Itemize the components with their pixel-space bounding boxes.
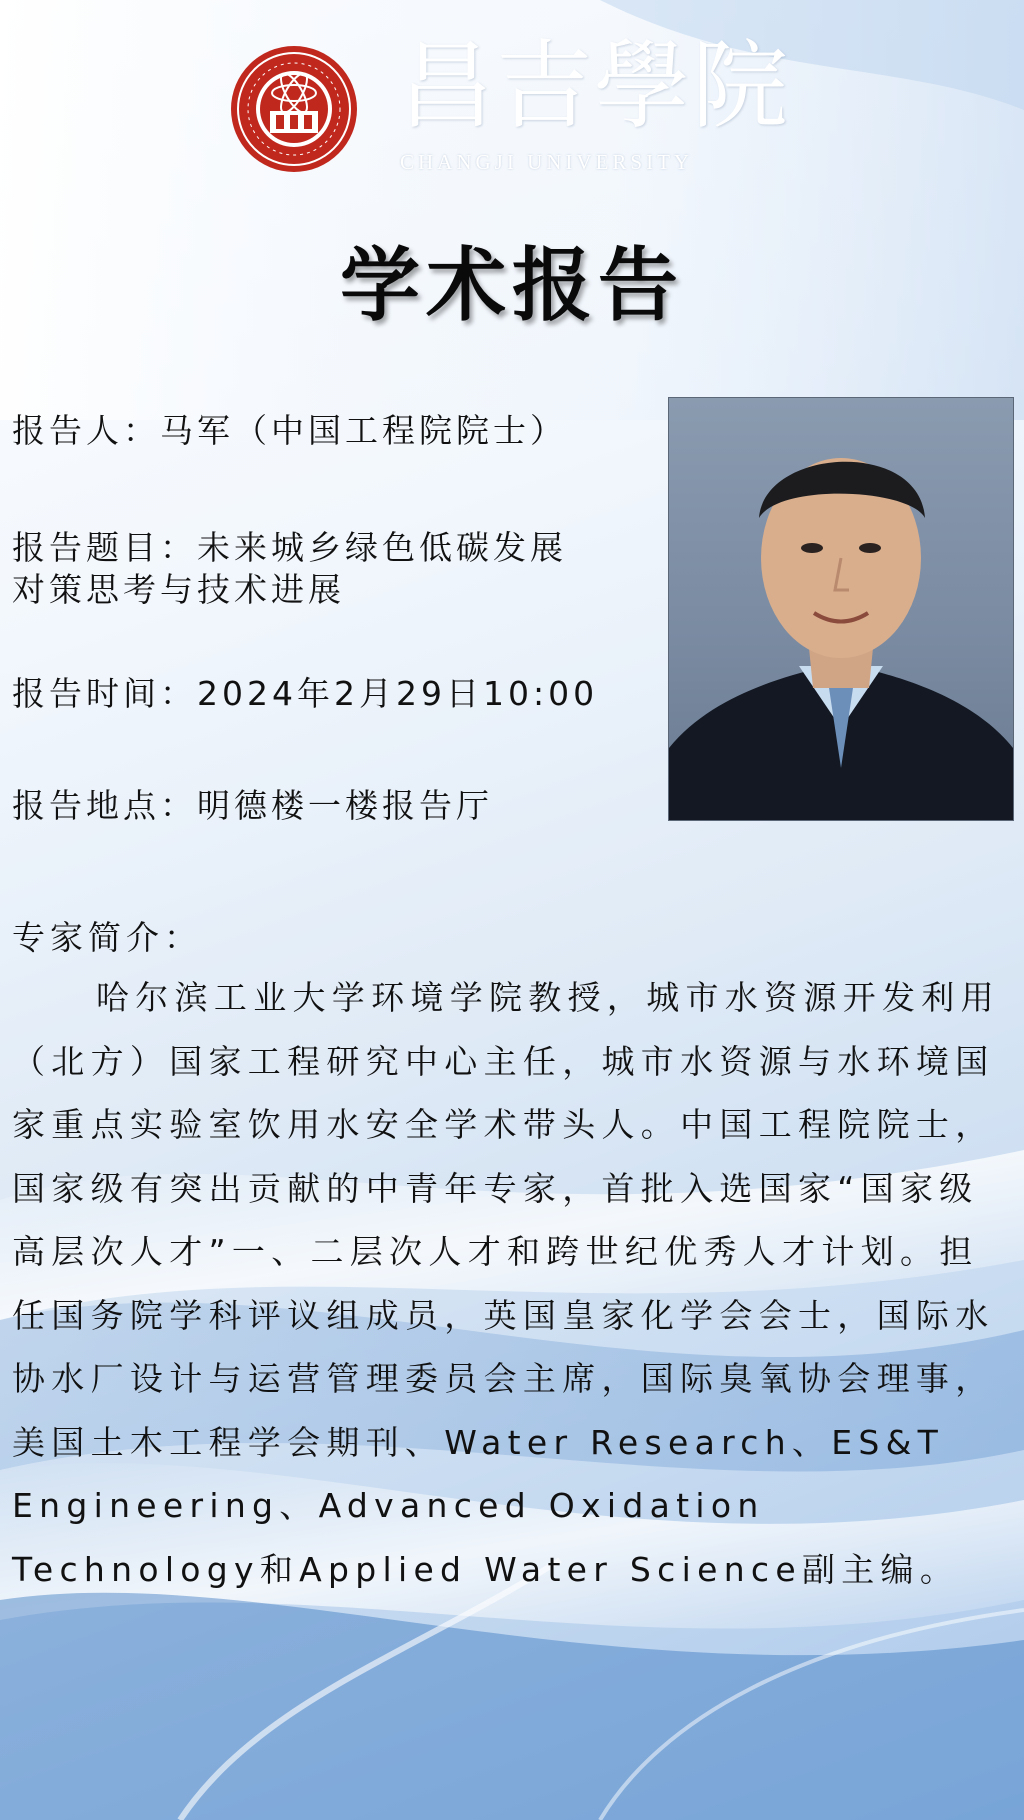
location-line: 报告地点：明德楼一楼报告厅 xyxy=(12,786,493,825)
speaker-portrait xyxy=(668,397,1014,821)
topic-line-2: 对策思考与技术进展 xyxy=(12,570,345,609)
page-title: 学术报告 xyxy=(340,239,684,332)
university-seal-icon xyxy=(228,43,360,175)
speaker-line: 报告人：马军（中国工程院院士） xyxy=(12,411,567,450)
intro-paragraph: 哈尔滨工业大学环境学院教授，城市水资源开发利用（北方）国家工程研究中心主任，城市水资源与水环境国家重点实验室饮用水安全学术带头人。中国工程院院士，国家级有突出贡献的中青年专家，首批入选国家“国家级高层次人才”一、二层次人才和跨世纪优秀人才计划。担任国务院学科评议组成员，英国皇家化学会会士，国际水协水厂设计与运营管理委员会主席，国际臭氧协会理事，美国土木工程学会期刊、Water Research、ES&T Engineering、Advanced Oxidation Technology和Applied Water Science副主编。 xyxy=(12,978,1000,1589)
university-name-cn: 昌吉學院 xyxy=(398,30,790,142)
time-line: 报告时间：2024年2月29日10:00 xyxy=(12,674,599,713)
university-name-en: CHANGJI UNIVERSITY xyxy=(400,150,694,174)
intro-label: 专家简介： xyxy=(12,918,202,957)
topic-line-1: 报告题目：未来城乡绿色低碳发展 xyxy=(12,528,567,567)
